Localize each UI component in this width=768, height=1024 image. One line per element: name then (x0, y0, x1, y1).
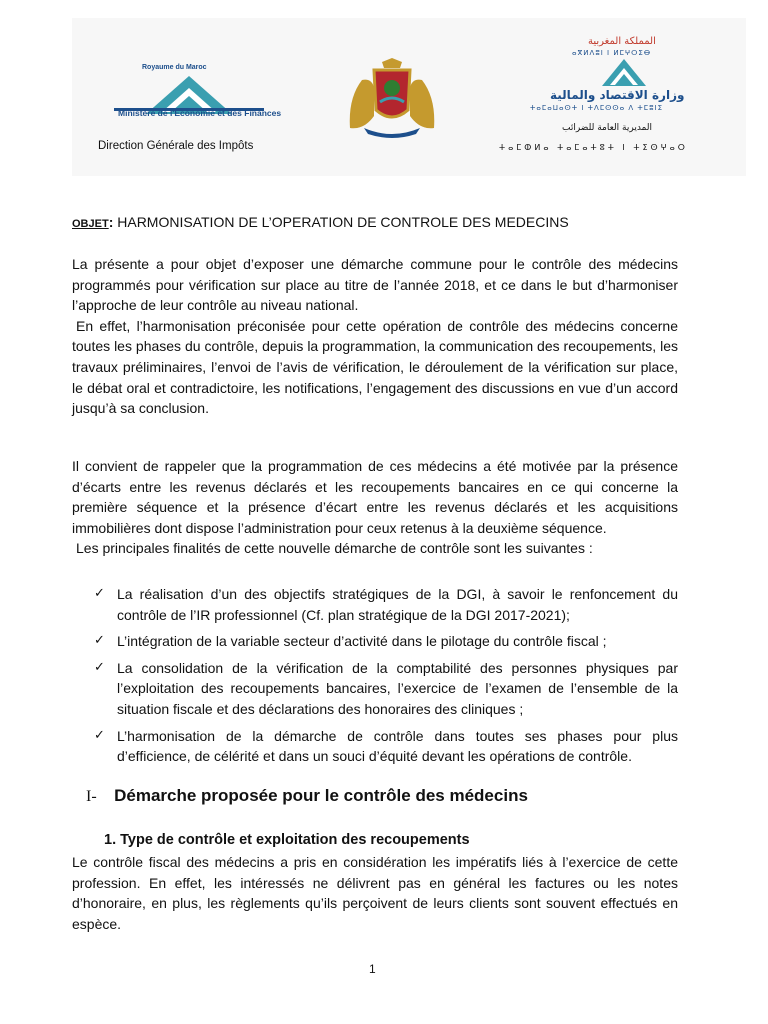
direction-label: Direction Générale des Impôts (98, 140, 254, 152)
arabic-ministry-label: وزارة الاقتصاد والمالية (550, 88, 685, 102)
tifinagh-ministry-label: ⵜⴰⵎⴰⵡⴰⵙⵜ ⵏ ⵜⴷⵎⵙⵙⴰ ⴷ ⵜⵎⵓⵏⵉ (530, 104, 663, 112)
arabic-kingdom-label: المملكة المغربية (588, 36, 656, 47)
body-paragraph (72, 852, 678, 934)
paragraph-finalites: Les principales finalités de cette nouvelle démarche de contrôle sont les suivantes : (76, 540, 593, 557)
tifinagh-direction-label: ⵜⴰⵎⵀⵍⴰ ⵜⴰⵎⴰⵜⵓⵜ ⵏ ⵜⵉⵙⵖⴰⵔ (499, 143, 688, 152)
list-item: ✓ L’harmonisation de la démarche de contrôle dans toutes ses phases pour plus d’efficience, de célérité et dans un souci d’équité devant les opérations de contrôle. (94, 727, 678, 765)
check-icon: ✓ (94, 659, 105, 675)
page-number: 1 (369, 962, 376, 976)
royal-crest-icon (344, 58, 440, 140)
section-title: Démarche proposée pour le contrôle des médecins (114, 786, 528, 805)
check-icon: ✓ (94, 586, 105, 601)
paragraph-programmation: Il convient de rappeler que la programmation de ces médecins a été motivée par la présence d’écarts entre les revenus déclarés et les recoupements bancaires en ce qui concerne la première séquence et la présence d’écart entre les revenus déclarés et les acquisitions immobilières dont dispose l’administration pour ceux retenus à la deuxième séquence. (72, 458, 678, 536)
tifinagh-kingdom-label: ⴰⴳⵍⴷⵓⵏ ⵏ ⵍⵎⵖⵔⵉⴱ (572, 49, 652, 57)
check-icon: ✓ (94, 727, 105, 743)
check-icon: ✓ (94, 633, 105, 649)
ministry-arabic-triangle-icon (600, 58, 648, 88)
subsection-number: 1. (104, 832, 117, 848)
subject-line (72, 214, 569, 230)
ministry-label: Ministère de l'Economie et des Finances (118, 108, 282, 118)
list-item: ✓ L’intégration de la variable secteur d’activité dans le pilotage du contrôle fiscal ; (94, 631, 678, 652)
subsection-heading (104, 832, 470, 848)
ministry-logo (80, 40, 290, 150)
arabic-direction-label: المديرية العامة للضرائب (562, 123, 652, 133)
body-paragraph (72, 254, 678, 419)
list-item: ✓ La réalisation d’un des objectifs stratégiques de la DGI, à savoir le renfoncement du contrôle de l’IR professionnel (Cf. plan stratégique de la DGI 2017-2021); (94, 586, 678, 623)
body-paragraph (72, 456, 678, 559)
paragraph-intro: La présente a pour objet d’exposer une démarche commune pour le contrôle des médecins programmés pour vérification sur place au titre de l’année 2018, et ce dans le but d’harmoniser l’approche de leur contrôle au niveau national. (72, 256, 678, 314)
ministry-arabic-logo (492, 32, 742, 162)
letterhead (72, 18, 746, 176)
section-heading (86, 786, 528, 806)
section-number: I- (86, 788, 97, 805)
subject-title: HARMONISATION DE L’OPERATION DE CONTROLE DES MEDECINS (117, 214, 569, 230)
subject-label: OBJET (72, 218, 109, 230)
paragraph-harmonisation: En effet, l’harmonisation préconisée pour cette opération de contrôle des médecins concerne toutes les phases du contrôle, depuis la programmation, la communication des recoupements, les travaux préliminaires, l’envoi de l’avis de vérification, le déroulement de la vérification sur place, le débat oral et contradictoire, les notifications, l’engagement des discussions en vue d’un accord jusqu’à sa conclusion. (72, 317, 678, 417)
list-item: ✓ La consolidation de la vérification de la comptabilité des personnes physiques par l’exploitation des recoupements bancaires, l’exercice de l’examen de l’ensemble de la situation fiscale et des déclarations des honoraires des cliniques ; (94, 659, 678, 717)
kingdom-label: Royaume du Maroc (142, 64, 207, 71)
subsection-title: Type de contrôle et exploitation des recoupements (120, 832, 470, 848)
subject-colon: : (108, 214, 114, 230)
objectives-list (94, 584, 678, 767)
paragraph-controle-fiscal: Le contrôle fiscal des médecins a pris en considération les impératifs liés à l’exercice de cette profession. En effet, les intéressés ne délivrent pas en général les factures ou les notes d’honoraire, en plus, les règlements qu’ils perçoivent de leurs clients sont souvent effectués en espèce. (72, 854, 678, 932)
